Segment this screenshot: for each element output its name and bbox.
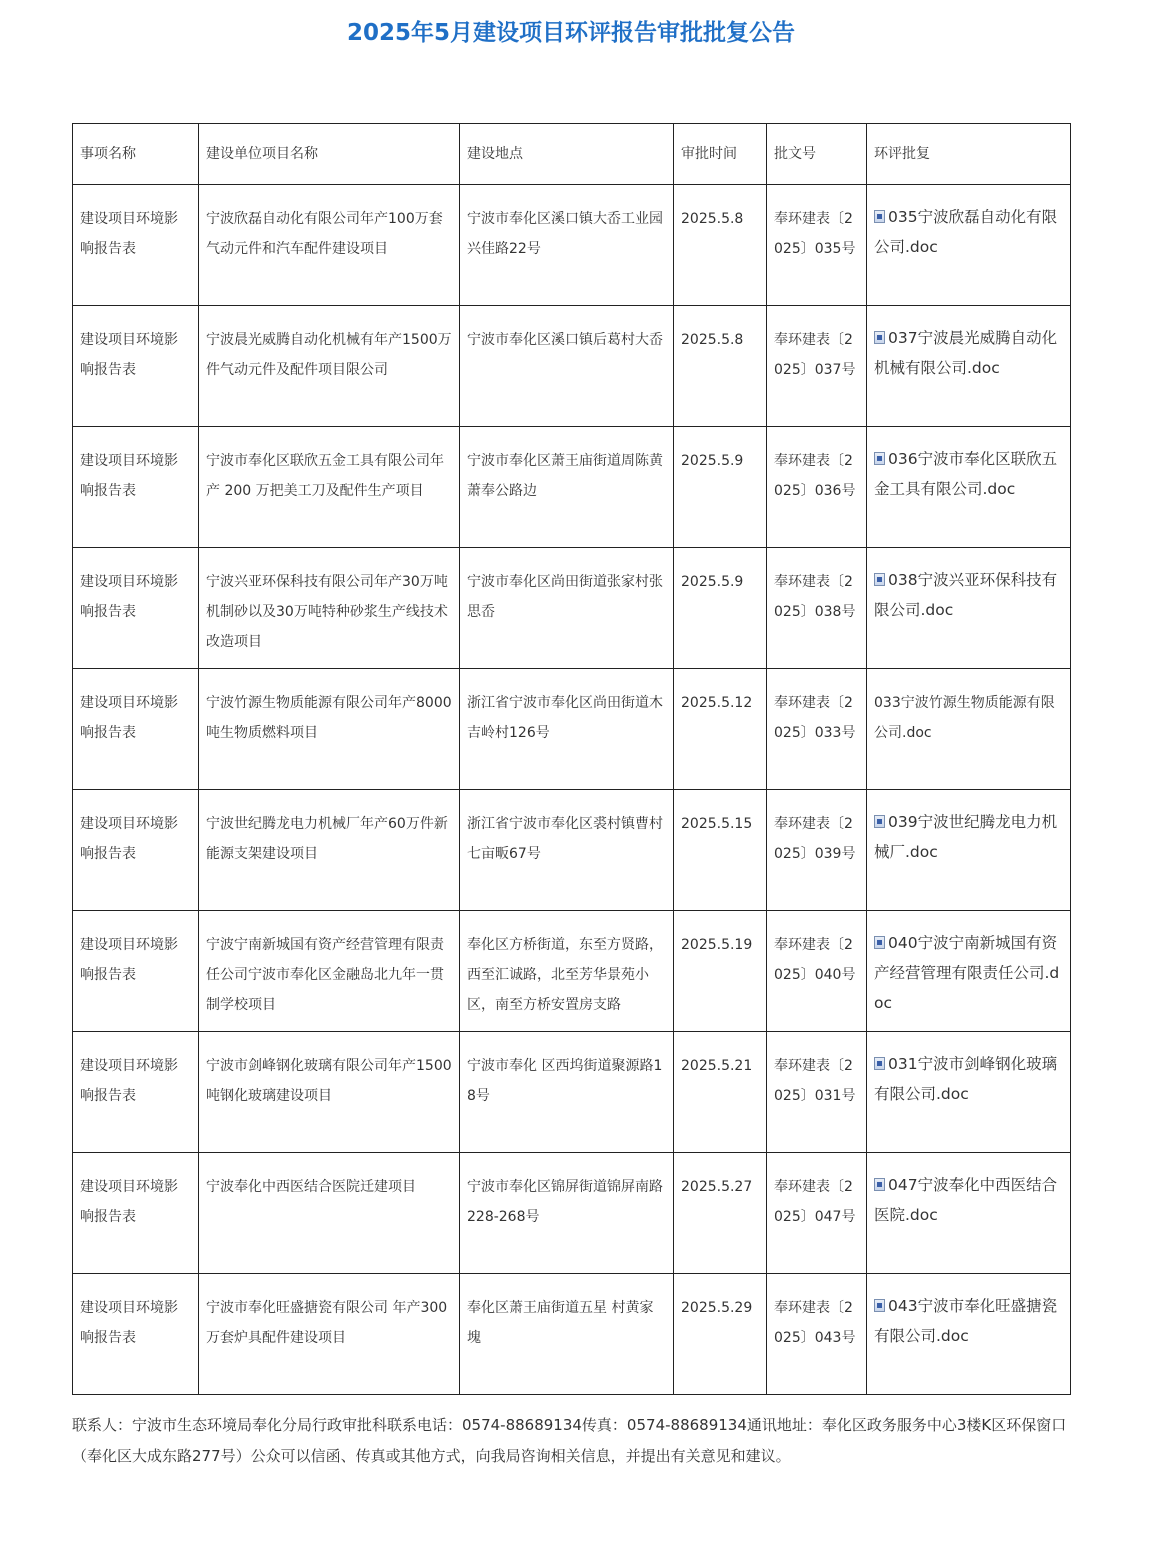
attachment-filename: 039宁波世纪腾龙电力机械厂.doc [874, 813, 1058, 861]
cell-item-name: 建设项目环境影响报告表 [73, 1032, 199, 1153]
word-document-icon [874, 1299, 885, 1312]
cell-location: 宁波市奉化区溪口镇大岙工业园兴佳路22号 [460, 185, 674, 306]
cell-document-number: 奉环建表〔2025〕043号 [767, 1274, 867, 1395]
cell-attachment [867, 548, 1071, 669]
attachment-link[interactable] [874, 571, 1057, 619]
cell-approval-date: 2025.5.15 [674, 790, 767, 911]
cell-project-name: 宁波市剑峰钢化玻璃有限公司年产1500 吨钢化玻璃建设项目 [199, 1032, 460, 1153]
cell-location: 宁波市奉化区锦屏街道锦屏南路228-268号 [460, 1153, 674, 1274]
page-title: 2025年5月建设项目环评报告审批批复公告 [346, 20, 796, 46]
cell-approval-date: 2025.5.9 [674, 548, 767, 669]
contact-info: 联系人：宁波市生态环境局奉化分局行政审批科联系电话：0574-88689134传真：0574-88689134通讯地址：奉化区政务服务中心3楼K区环保窗口（奉化区大成东路277号）公众可以信函、传真或其他方式，向我局咨询相关信息，并提出有关意见和建议。 [72, 1416, 1067, 1465]
cell-location: 奉化区萧王庙街道五星 村黄家塊 [460, 1274, 674, 1395]
table-row [73, 790, 1071, 911]
word-document-icon [874, 936, 885, 949]
header-eia-approval: 环评批复 [867, 124, 1071, 185]
word-document-icon [874, 815, 885, 828]
cell-approval-date: 2025.5.8 [674, 185, 767, 306]
attachment-filename: 037宁波晨光威腾自动化机械有限公司.doc [874, 329, 1058, 377]
cell-approval-date: 2025.5.19 [674, 911, 767, 1032]
cell-attachment [867, 1153, 1071, 1274]
table-row [73, 1032, 1071, 1153]
table-row [73, 1153, 1071, 1274]
attachment-link[interactable] [874, 450, 1057, 498]
header-document-number: 批文号 [767, 124, 867, 185]
header-item-name: 事项名称 [73, 124, 199, 185]
cell-approval-date: 2025.5.9 [674, 427, 767, 548]
cell-project-name: 宁波竹源生物质能源有限公司年产8000吨生物质燃料项目 [199, 669, 460, 790]
cell-location: 宁波市奉化区溪口镇后葛村大岙 [460, 306, 674, 427]
attachment-link[interactable] [874, 208, 1057, 256]
cell-project-name: 宁波世纪腾龙电力机械厂年产60万件新能源支架建设项目 [199, 790, 460, 911]
word-document-icon [874, 1178, 885, 1191]
table-row [73, 1274, 1071, 1395]
cell-document-number: 奉环建表〔2025〕037号 [767, 306, 867, 427]
cell-attachment [867, 1032, 1071, 1153]
word-document-icon [874, 573, 885, 586]
table-row [73, 911, 1071, 1032]
attachment-link[interactable] [874, 934, 1059, 1012]
attachment-link[interactable] [874, 1176, 1057, 1224]
cell-document-number: 奉环建表〔2025〕033号 [767, 669, 867, 790]
cell-location: 浙江省宁波市奉化区尚田街道木吉岭村126号 [460, 669, 674, 790]
cell-document-number: 奉环建表〔2025〕039号 [767, 790, 867, 911]
table-header-row [73, 124, 1071, 185]
word-document-icon [874, 452, 885, 465]
cell-project-name: 宁波市奉化旺盛搪瓷有限公司 年产300 万套炉具配件建设项目 [199, 1274, 460, 1395]
cell-attachment [867, 1274, 1071, 1395]
cell-document-number: 奉环建表〔2025〕047号 [767, 1153, 867, 1274]
attachment-filename: 033宁波竹源生物质能源有限公司.doc [874, 695, 1055, 741]
cell-document-number: 奉环建表〔2025〕038号 [767, 548, 867, 669]
cell-attachment [867, 669, 1071, 790]
attachment-filename: 043宁波市奉化旺盛搪瓷有限公司.doc [874, 1297, 1058, 1345]
cell-item-name: 建设项目环境影响报告表 [73, 1153, 199, 1274]
approval-table [72, 123, 1071, 1395]
cell-location: 奉化区方桥街道，东至方贤路，西至汇诚路，北至芳华景苑小区，南至方桥安置房支路 [460, 911, 674, 1032]
cell-project-name: 宁波宁南新城国有资产经营管理有限责任公司宁波市奉化区金融岛北九年一贯制学校项目 [199, 911, 460, 1032]
attachment-filename: 038宁波兴亚环保科技有限公司.doc [874, 571, 1058, 619]
cell-item-name: 建设项目环境影响报告表 [73, 911, 199, 1032]
cell-approval-date: 2025.5.27 [674, 1153, 767, 1274]
cell-project-name: 宁波兴亚环保科技有限公司年产30万吨机制砂以及30万吨特种砂浆生产线技术改造项目 [199, 548, 460, 669]
cell-attachment [867, 911, 1071, 1032]
attachment-filename: 040宁波宁南新城国有资产经营管理有限责任公司.doc [874, 934, 1060, 1012]
header-location: 建设地点 [460, 124, 674, 185]
cell-item-name: 建设项目环境影响报告表 [73, 548, 199, 669]
cell-location: 浙江省宁波市奉化区裘村镇曹村七亩畈67号 [460, 790, 674, 911]
word-document-icon [874, 1057, 885, 1070]
attachment-link[interactable] [874, 813, 1057, 861]
word-document-icon [874, 331, 885, 344]
word-document-icon [874, 210, 885, 223]
attachment-filename: 035宁波欣磊自动化有限公司.doc [874, 208, 1058, 256]
cell-document-number: 奉环建表〔2025〕035号 [767, 185, 867, 306]
cell-approval-date: 2025.5.21 [674, 1032, 767, 1153]
cell-attachment [867, 790, 1071, 911]
cell-item-name: 建设项目环境影响报告表 [73, 306, 199, 427]
cell-project-name: 宁波晨光威腾自动化机械有年产1500万件气动元件及配件项目限公司 [199, 306, 460, 427]
cell-project-name: 宁波欣磊自动化有限公司年产100万套气动元件和汽车配件建设项目 [199, 185, 460, 306]
cell-approval-date: 2025.5.29 [674, 1274, 767, 1395]
cell-document-number: 奉环建表〔2025〕031号 [767, 1032, 867, 1153]
cell-attachment [867, 306, 1071, 427]
cell-location: 宁波市奉化区尚田街道张家村张思岙 [460, 548, 674, 669]
attachment-filename: 031宁波市剑峰钢化玻璃有限公司.doc [874, 1055, 1058, 1103]
cell-item-name: 建设项目环境影响报告表 [73, 1274, 199, 1395]
cell-item-name: 建设项目环境影响报告表 [73, 790, 199, 911]
attachment-link[interactable] [874, 1297, 1057, 1345]
attachment-filename: 047宁波奉化中西医结合医院.doc [874, 1176, 1058, 1224]
table-row [73, 669, 1071, 790]
table-row [73, 548, 1071, 669]
cell-item-name: 建设项目环境影响报告表 [73, 427, 199, 548]
header-project-name: 建设单位项目名称 [199, 124, 460, 185]
cell-document-number: 奉环建表〔2025〕036号 [767, 427, 867, 548]
cell-attachment [867, 427, 1071, 548]
cell-location: 宁波市奉化区萧王庙街道周陈黄萧奉公路边 [460, 427, 674, 548]
cell-document-number: 奉环建表〔2025〕040号 [767, 911, 867, 1032]
attachment-filename: 036宁波市奉化区联欣五金工具有限公司.doc [874, 450, 1058, 498]
table-row [73, 427, 1071, 548]
table-row [73, 306, 1071, 427]
cell-approval-date: 2025.5.12 [674, 669, 767, 790]
attachment-link[interactable] [874, 1055, 1057, 1103]
cell-project-name: 宁波市奉化区联欣五金工具有限公司年产 200 万把美工刀及配件生产项目 [199, 427, 460, 548]
cell-project-name: 宁波奉化中西医结合医院迁建项目 [199, 1153, 460, 1274]
cell-item-name: 建设项目环境影响报告表 [73, 185, 199, 306]
table-row [73, 185, 1071, 306]
cell-attachment [867, 185, 1071, 306]
attachment-link[interactable] [874, 329, 1057, 377]
cell-item-name: 建设项目环境影响报告表 [73, 669, 199, 790]
cell-approval-date: 2025.5.8 [674, 306, 767, 427]
header-approval-date: 审批时间 [674, 124, 767, 185]
cell-location: 宁波市奉化 区西坞街道聚源路18号 [460, 1032, 674, 1153]
